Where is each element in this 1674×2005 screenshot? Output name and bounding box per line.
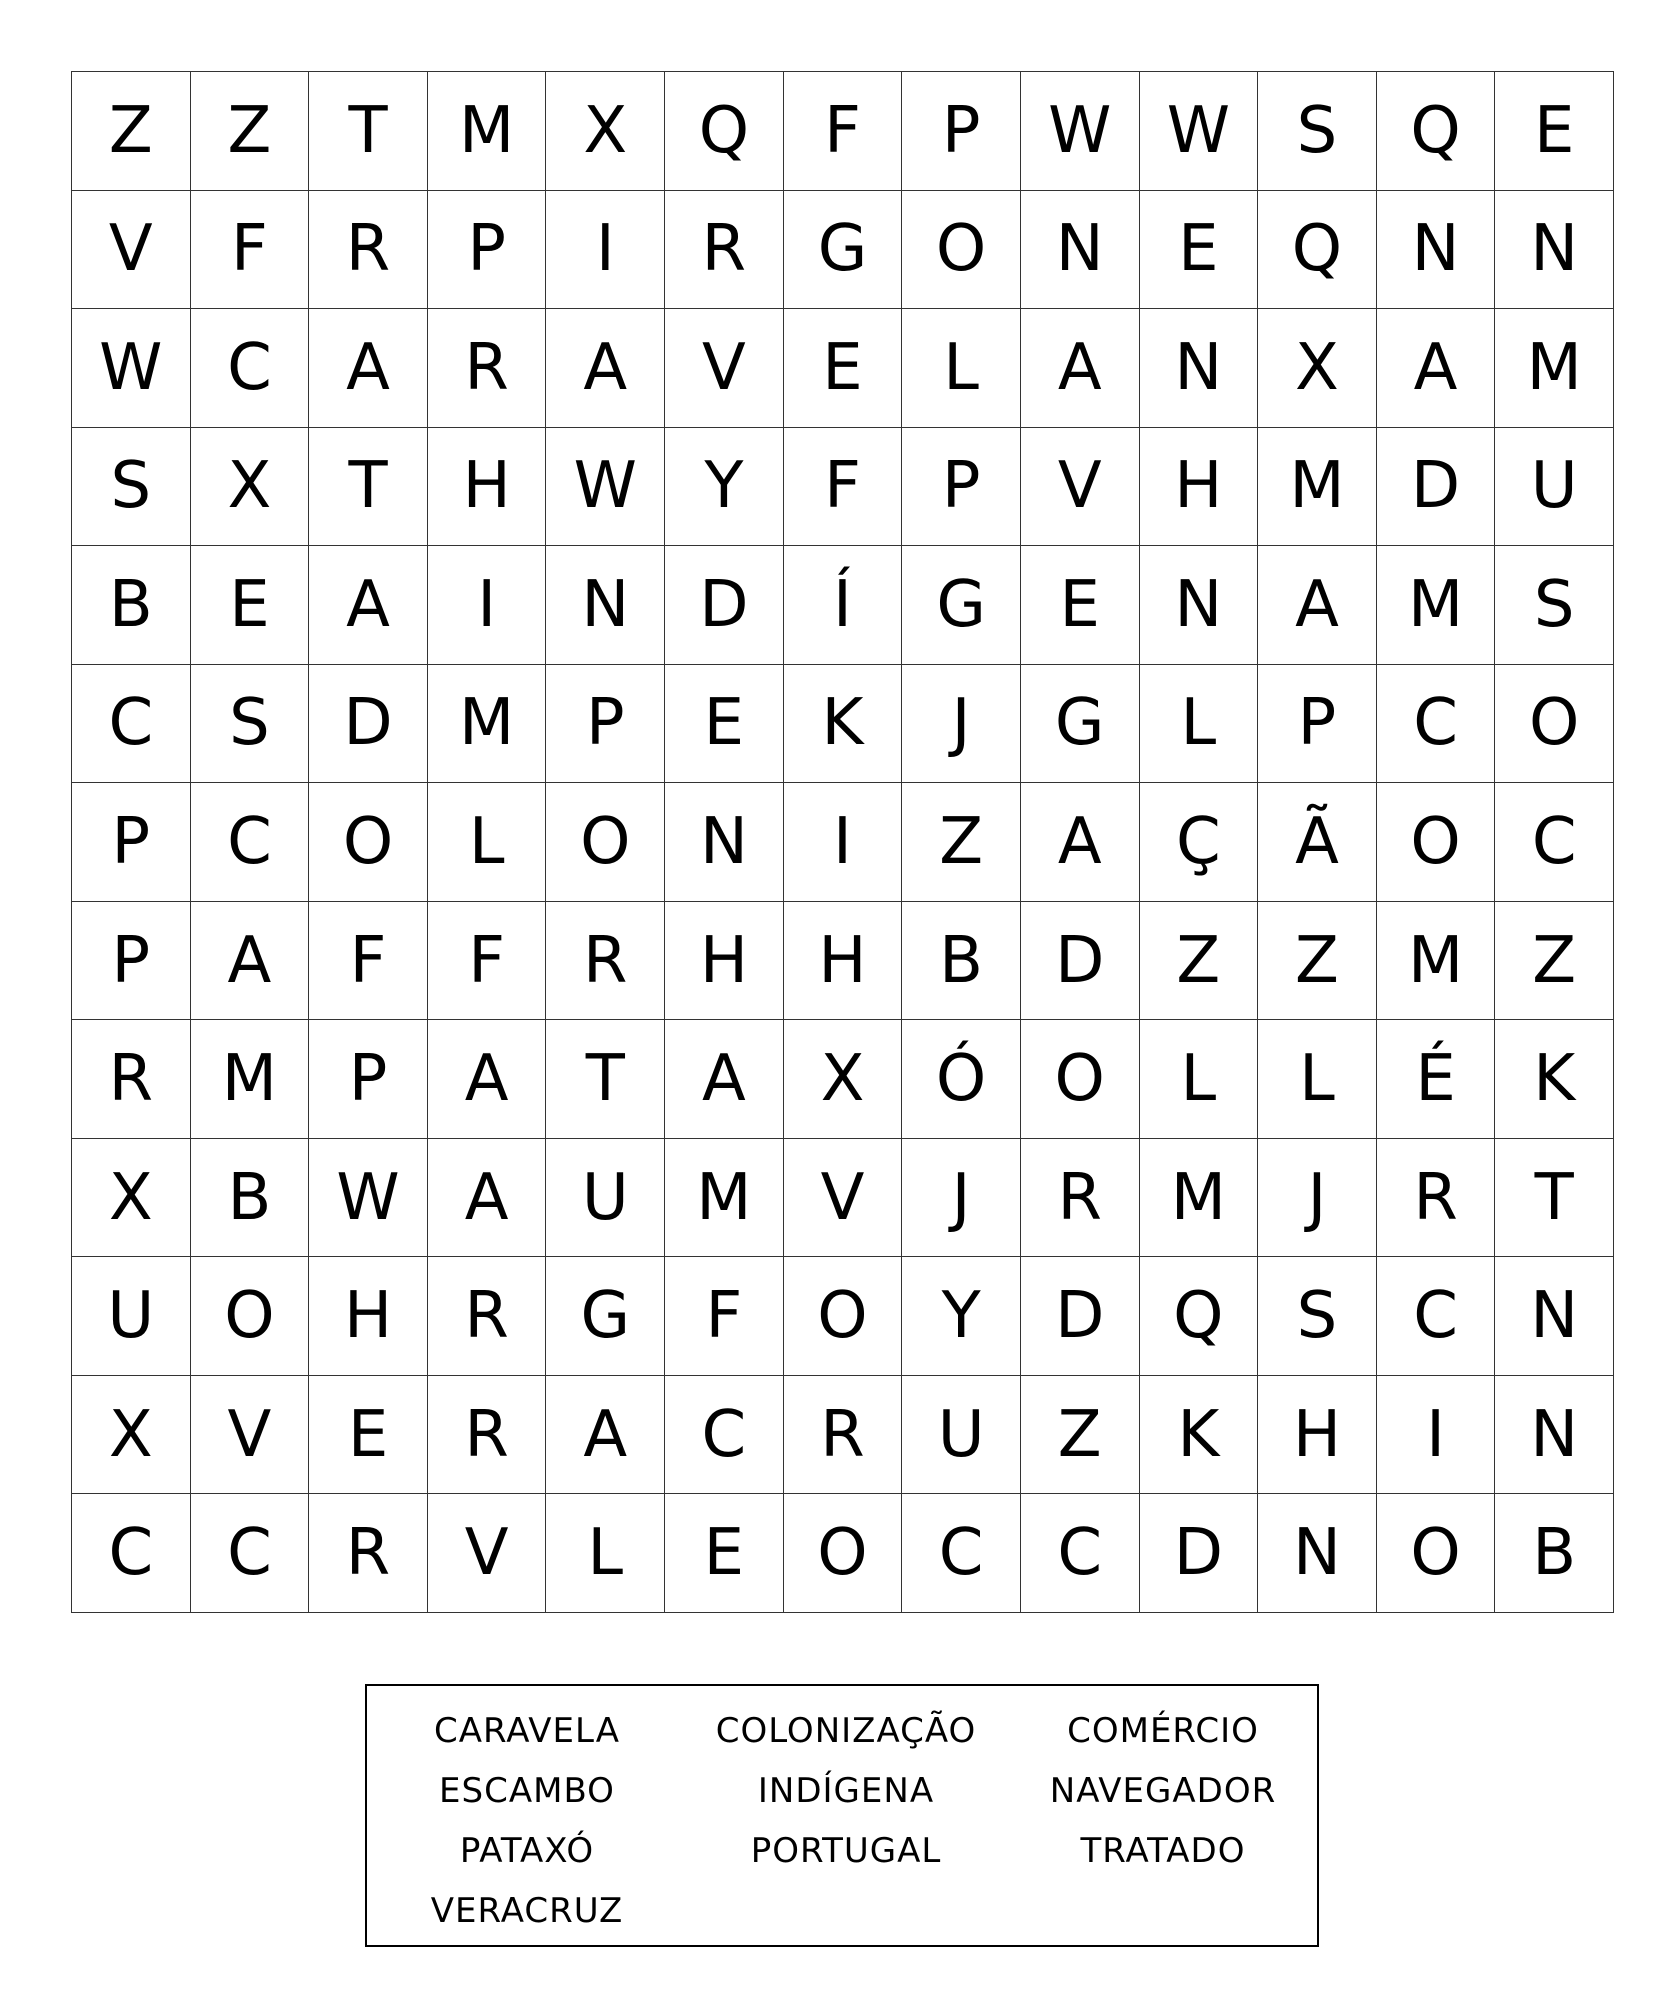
grid-cell[interactable]: L <box>428 783 547 902</box>
grid-cell[interactable]: E <box>1021 546 1140 665</box>
grid-cell[interactable]: P <box>72 783 191 902</box>
grid-cell[interactable]: L <box>1258 1020 1377 1139</box>
grid-cell[interactable]: A <box>665 1020 784 1139</box>
grid-cell[interactable]: Q <box>1377 72 1496 191</box>
grid-cell[interactable]: D <box>1021 1257 1140 1376</box>
grid-cell[interactable]: S <box>72 428 191 547</box>
grid-cell[interactable]: É <box>1377 1020 1496 1139</box>
word-list-item: COMÉRCIO <box>1067 1711 1259 1751</box>
grid-cell[interactable]: X <box>1258 309 1377 428</box>
grid-cell[interactable]: T <box>1495 1139 1614 1258</box>
grid-cell[interactable]: F <box>309 902 428 1021</box>
grid-cell[interactable]: B <box>1495 1494 1614 1613</box>
grid-cell[interactable]: M <box>1377 902 1496 1021</box>
grid-cell[interactable]: B <box>902 902 1021 1021</box>
word-list-box <box>365 1684 1319 1947</box>
grid-cell[interactable]: E <box>784 309 903 428</box>
grid-cell[interactable]: O <box>902 191 1021 310</box>
word-list-item: TRATADO <box>1080 1831 1246 1871</box>
word-list-item: PORTUGAL <box>750 1831 942 1871</box>
grid-cell[interactable]: H <box>1140 428 1259 547</box>
grid-cell[interactable]: A <box>1377 309 1496 428</box>
grid-cell[interactable]: E <box>191 546 310 665</box>
grid-cell[interactable]: H <box>1258 1376 1377 1495</box>
grid-cell[interactable]: E <box>665 1494 784 1613</box>
grid-cell[interactable]: E <box>1495 72 1614 191</box>
grid-cell[interactable]: A <box>428 1020 547 1139</box>
grid-cell[interactable]: N <box>1140 309 1259 428</box>
grid-cell[interactable]: V <box>1021 428 1140 547</box>
grid-cell[interactable]: Z <box>1021 1376 1140 1495</box>
grid-cell[interactable]: S <box>191 665 310 784</box>
grid-cell[interactable]: V <box>428 1494 547 1613</box>
grid-cell[interactable]: W <box>309 1139 428 1258</box>
grid-cell[interactable]: P <box>428 191 547 310</box>
grid-cell[interactable]: C <box>1021 1494 1140 1613</box>
grid-cell[interactable]: M <box>1140 1139 1259 1258</box>
grid-cell[interactable]: N <box>1021 191 1140 310</box>
grid-cell[interactable]: G <box>902 546 1021 665</box>
grid-cell[interactable]: E <box>309 1376 428 1495</box>
word-list-item: NAVEGADOR <box>1049 1771 1277 1811</box>
grid-cell[interactable]: R <box>428 1376 547 1495</box>
grid-cell[interactable]: Z <box>1258 902 1377 1021</box>
grid-cell[interactable]: N <box>1495 1257 1614 1376</box>
grid-cell[interactable]: C <box>72 1494 191 1613</box>
grid-cell[interactable]: M <box>665 1139 784 1258</box>
grid-cell[interactable]: B <box>72 546 191 665</box>
grid-cell[interactable]: T <box>546 1020 665 1139</box>
grid-cell[interactable]: A <box>191 902 310 1021</box>
grid-cell[interactable]: U <box>1495 428 1614 547</box>
grid-cell[interactable]: E <box>665 665 784 784</box>
grid-cell[interactable]: C <box>72 665 191 784</box>
grid-cell[interactable]: H <box>665 902 784 1021</box>
grid-cell[interactable]: A <box>1258 546 1377 665</box>
grid-cell[interactable]: W <box>1140 72 1259 191</box>
grid-cell[interactable]: A <box>309 309 428 428</box>
grid-cell[interactable]: M <box>191 1020 310 1139</box>
grid-cell[interactable]: K <box>784 665 903 784</box>
grid-cell[interactable]: J <box>902 1139 1021 1258</box>
grid-cell[interactable]: M <box>1258 428 1377 547</box>
grid-cell[interactable]: N <box>546 546 665 665</box>
grid-cell[interactable]: W <box>546 428 665 547</box>
grid-cell[interactable]: R <box>665 191 784 310</box>
grid-cell[interactable]: W <box>1021 72 1140 191</box>
grid-cell[interactable]: C <box>1495 783 1614 902</box>
grid-cell[interactable]: W <box>72 309 191 428</box>
grid-cell[interactable]: L <box>546 1494 665 1613</box>
grid-cell[interactable]: J <box>1258 1139 1377 1258</box>
grid-cell[interactable]: O <box>1495 665 1614 784</box>
word-list-item: PATAXÓ <box>459 1831 595 1871</box>
grid-cell[interactable]: R <box>428 1257 547 1376</box>
grid-cell[interactable]: L <box>1140 665 1259 784</box>
grid-cell[interactable]: G <box>1021 665 1140 784</box>
grid-cell[interactable]: P <box>72 902 191 1021</box>
grid-cell[interactable]: C <box>191 783 310 902</box>
grid-cell[interactable]: N <box>1495 1376 1614 1495</box>
grid-cell[interactable]: K <box>1495 1020 1614 1139</box>
word-list-item: CARAVELA <box>433 1711 621 1751</box>
grid-cell[interactable]: G <box>546 1257 665 1376</box>
grid-cell[interactable]: P <box>546 665 665 784</box>
grid-cell[interactable]: V <box>784 1139 903 1258</box>
grid-cell[interactable]: X <box>784 1020 903 1139</box>
grid-cell[interactable]: F <box>784 428 903 547</box>
grid-cell[interactable]: M <box>428 665 547 784</box>
grid-cell[interactable]: M <box>1495 309 1614 428</box>
grid-cell[interactable]: R <box>1021 1139 1140 1258</box>
grid-cell[interactable]: N <box>1377 191 1496 310</box>
grid-cell[interactable]: O <box>1021 1020 1140 1139</box>
grid-cell[interactable]: A <box>546 309 665 428</box>
grid-cell[interactable]: Ã <box>1258 783 1377 902</box>
grid-cell[interactable]: A <box>1021 783 1140 902</box>
grid-cell[interactable]: D <box>1140 1494 1259 1613</box>
grid-cell[interactable]: I <box>784 783 903 902</box>
word-list-item: VERACRUZ <box>430 1891 624 1931</box>
grid-cell[interactable]: Y <box>665 428 784 547</box>
grid-cell[interactable]: U <box>902 1376 1021 1495</box>
word-list-item: COLONIZAÇÃO <box>715 1711 977 1751</box>
grid-cell[interactable]: D <box>1021 902 1140 1021</box>
grid-cell[interactable]: X <box>546 72 665 191</box>
grid-cell[interactable]: R <box>546 902 665 1021</box>
grid-cell[interactable]: M <box>1377 546 1496 665</box>
grid-cell[interactable]: L <box>1140 1020 1259 1139</box>
grid-cell[interactable]: F <box>665 1257 784 1376</box>
grid-cell[interactable]: O <box>546 783 665 902</box>
grid-cell[interactable]: O <box>309 783 428 902</box>
grid-cell[interactable]: D <box>665 546 784 665</box>
grid-cell[interactable]: D <box>309 665 428 784</box>
grid-cell[interactable]: B <box>191 1139 310 1258</box>
word-list <box>367 1701 1317 1941</box>
grid-cell[interactable]: Ç <box>1140 783 1259 902</box>
grid-cell[interactable]: Z <box>72 72 191 191</box>
grid-cell[interactable]: H <box>784 902 903 1021</box>
grid-cell[interactable]: I <box>1377 1376 1496 1495</box>
grid-cell[interactable]: C <box>1377 1257 1496 1376</box>
grid-cell[interactable]: Y <box>902 1257 1021 1376</box>
grid-cell[interactable]: V <box>665 309 784 428</box>
grid-cell[interactable]: X <box>72 1376 191 1495</box>
grid-cell[interactable]: C <box>191 309 310 428</box>
grid-cell[interactable]: T <box>309 428 428 547</box>
grid-cell[interactable]: Z <box>1495 902 1614 1021</box>
grid-cell[interactable]: I <box>428 546 547 665</box>
grid-cell[interactable]: A <box>309 546 428 665</box>
grid-cell[interactable]: P <box>902 428 1021 547</box>
grid-cell[interactable]: V <box>72 191 191 310</box>
grid-cell[interactable]: N <box>1140 546 1259 665</box>
grid-cell[interactable]: P <box>309 1020 428 1139</box>
grid-cell[interactable]: N <box>1495 191 1614 310</box>
grid-cell[interactable]: K <box>1140 1376 1259 1495</box>
grid-cell[interactable]: R <box>309 1494 428 1613</box>
grid-cell[interactable]: X <box>72 1139 191 1258</box>
grid-cell[interactable]: C <box>902 1494 1021 1613</box>
grid-cell[interactable]: S <box>1258 1257 1377 1376</box>
grid-cell[interactable]: E <box>1140 191 1259 310</box>
grid-cell[interactable]: F <box>191 191 310 310</box>
word-list-item: INDÍGENA <box>757 1771 935 1811</box>
grid-cell[interactable]: T <box>309 72 428 191</box>
grid-cell[interactable]: V <box>191 1376 310 1495</box>
grid-cell[interactable]: A <box>428 1139 547 1258</box>
grid-cell[interactable]: P <box>1258 665 1377 784</box>
grid-cell[interactable]: F <box>784 72 903 191</box>
grid-cell[interactable]: Q <box>1258 191 1377 310</box>
grid-cell[interactable]: A <box>546 1376 665 1495</box>
grid-cell[interactable]: Q <box>665 72 784 191</box>
grid-cell[interactable]: N <box>665 783 784 902</box>
grid-cell[interactable]: S <box>1258 72 1377 191</box>
grid-cell[interactable]: C <box>191 1494 310 1613</box>
grid-cell[interactable]: A <box>1021 309 1140 428</box>
grid-cell[interactable]: O <box>191 1257 310 1376</box>
grid-cell[interactable]: C <box>1377 665 1496 784</box>
grid-cell[interactable]: N <box>1258 1494 1377 1613</box>
grid-cell[interactable]: O <box>1377 783 1496 902</box>
grid-cell[interactable]: U <box>72 1257 191 1376</box>
grid-cell[interactable]: X <box>191 428 310 547</box>
grid-cell[interactable]: Z <box>1140 902 1259 1021</box>
grid-cell[interactable]: Z <box>902 783 1021 902</box>
grid-cell[interactable]: L <box>902 309 1021 428</box>
grid-cell[interactable]: Q <box>1140 1257 1259 1376</box>
grid-cell[interactable]: O <box>1377 1494 1496 1613</box>
grid-cell[interactable]: O <box>784 1494 903 1613</box>
grid-cell[interactable]: G <box>784 191 903 310</box>
grid-cell[interactable]: R <box>784 1376 903 1495</box>
grid-cell[interactable]: R <box>72 1020 191 1139</box>
grid-cell[interactable]: P <box>902 72 1021 191</box>
grid-cell[interactable]: Ó <box>902 1020 1021 1139</box>
grid-cell[interactable]: R <box>428 309 547 428</box>
grid-cell[interactable]: U <box>546 1139 665 1258</box>
grid-cell[interactable]: O <box>784 1257 903 1376</box>
grid-cell[interactable]: Z <box>191 72 310 191</box>
grid-cell[interactable]: F <box>428 902 547 1021</box>
grid-cell[interactable]: H <box>309 1257 428 1376</box>
grid-cell[interactable]: R <box>1377 1139 1496 1258</box>
grid-cell[interactable]: S <box>1495 546 1614 665</box>
grid-cell[interactable]: D <box>1377 428 1496 547</box>
grid-cell[interactable]: I <box>546 191 665 310</box>
grid-cell[interactable]: H <box>428 428 547 547</box>
grid-cell[interactable]: J <box>902 665 1021 784</box>
grid-cell[interactable]: Í <box>784 546 903 665</box>
grid-cell[interactable]: C <box>665 1376 784 1495</box>
word-list-item: ESCAMBO <box>439 1771 615 1811</box>
word-search-grid <box>71 71 1614 1613</box>
grid-cell[interactable]: R <box>309 191 428 310</box>
grid-cell[interactable]: M <box>428 72 547 191</box>
